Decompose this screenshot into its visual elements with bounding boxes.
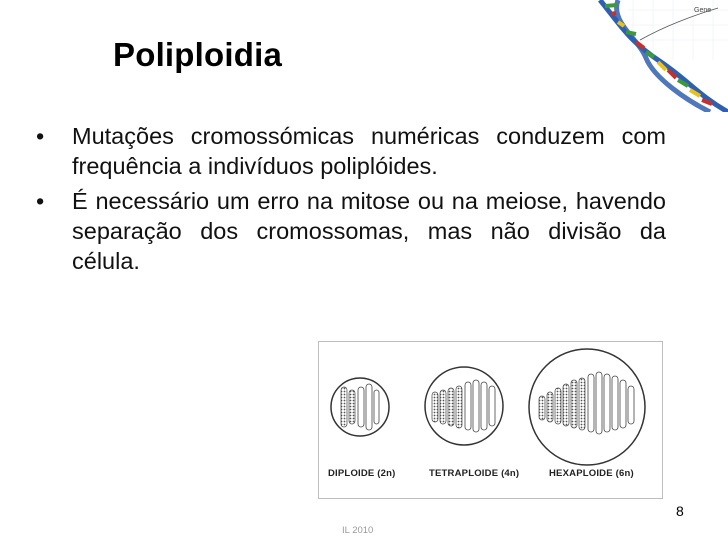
slide-title: Poliploidia — [113, 36, 283, 73]
bullet-list — [36, 121, 666, 281]
slide-footer: IL 2010 — [342, 525, 374, 536]
bullet-text: Mutações cromossómicas numéricas conduzem com frequência a indivíduos poliplóides. — [72, 123, 666, 179]
ploidy-figure — [318, 341, 663, 499]
dna-gene-label: Gene — [694, 7, 712, 14]
slide-number: 8 — [676, 503, 684, 519]
bullet-marker: • — [36, 188, 45, 214]
hexaploid-cell — [529, 349, 645, 465]
dna-helix-illustration — [578, 0, 728, 112]
figure-label-hexaploid: HEXAPLOIDE (6n) — [549, 468, 634, 479]
tetraploid-cell — [425, 367, 503, 445]
figure-label-diploid: DIPLOIDE (2n) — [328, 468, 396, 479]
bullet-item — [36, 121, 666, 181]
figure-label-tetraploid: TETRAPLOIDE (4n) — [429, 468, 520, 479]
diploid-cell — [331, 378, 389, 436]
bullet-item — [36, 186, 666, 276]
bullet-text: É necessário um erro na mitose ou na meiose, havendo separação dos cromossomas, mas não divisão da célula. — [72, 188, 666, 274]
bullet-marker: • — [36, 123, 45, 149]
